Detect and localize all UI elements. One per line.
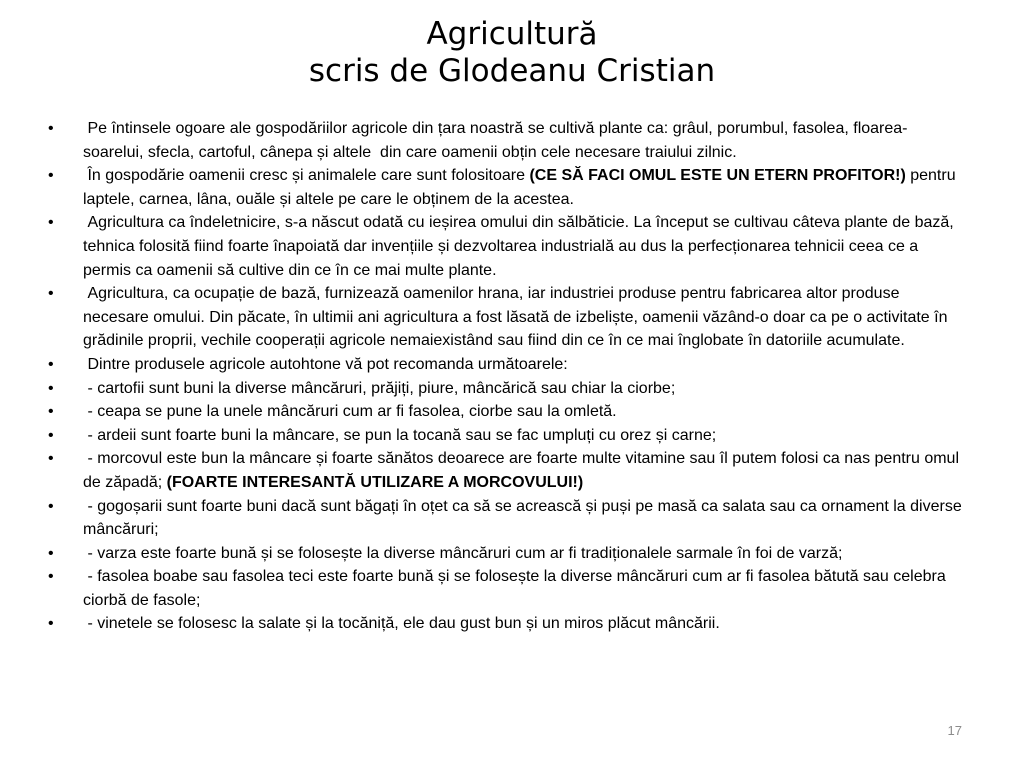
bullet-text	[83, 498, 966, 539]
bullet-glyph: •	[48, 285, 54, 303]
bullet-text	[83, 285, 952, 349]
bullet-text	[83, 356, 568, 373]
bullet-text	[83, 120, 908, 161]
bullet-text-run: - vinetele se folosesc la salate și la tocăniță, ele dau gust bun și un miros plăcut mâncării.	[83, 615, 720, 633]
bullet-item	[36, 353, 966, 377]
bullet-text-run: - cartofii sunt buni la diverse mâncăruri, prăjiți, piure, mâncărică sau chiar la ciorbe;	[83, 379, 676, 397]
bullet-emphasis: (FOARTE INTERESANTĂ UTILIZARE A MORCOVULUI!)	[166, 473, 584, 491]
bullet-text-run: Agricultura ca îndeletnicire, s-a născut odată cu ieșirea omului din sălbăticie. La început se cultivau câteva plante de bază, tehnica folosită fiind foarte înapoiată dar invențiile și dezvoltarea industrială au dus la perfecționarea tehnicii ceea ce a permis ca oamenii să cultive din ce în ce mai multe plante.	[83, 214, 959, 279]
bullet-glyph: •	[48, 615, 54, 633]
bullet-item	[36, 164, 966, 211]
bullet-glyph: •	[48, 497, 54, 515]
bullet-item	[36, 565, 966, 612]
bullet-text-run: Pe întinsele ogoare ale gospodăriilor agricole din țara noastră se cultivă plante ca: grâul, porumbul, fasolea, floarea-soarelui, sfecla, cartoful, cânepa și altele din care oamenii obțin cele necesare traiului zilnic.	[83, 120, 908, 161]
bullet-glyph: •	[48, 403, 54, 421]
bullet-item	[36, 542, 966, 566]
bullet-text-run: - gogoșarii sunt foarte buni dacă sunt băgați în oțet ca să se acrească și puși pe masă ca salata sau ca ornament la diverse mâncăruri;	[83, 497, 967, 539]
bullet-item	[36, 495, 966, 542]
bullet-text	[83, 450, 963, 491]
bullet-glyph: •	[48, 355, 54, 373]
bullet-glyph: •	[48, 167, 54, 185]
bullet-glyph: •	[48, 379, 54, 397]
bullet-glyph: •	[48, 568, 54, 586]
title-line-2: scris de Glodeanu Cristian	[308, 53, 716, 89]
bullet-item	[36, 447, 966, 494]
bullet-glyph: •	[48, 450, 54, 468]
bullet-text-run: pentru laptele, carnea, lâna, ouăle și altele pe care le obținem de la acestea.	[83, 167, 961, 208]
bullet-text-run: - fasolea boabe sau fasolea teci este foarte bună și se folosește la diverse mâncăruri cum ar fi fasolea bătută sau celebra ciorbă de fasole;	[83, 568, 951, 609]
bullet-text-run: Agricultura, ca ocupație de bază, furnizează oamenilor hrana, iar industriei produse pentru fabricarea altor produse necesare omului. Din păcate, în ultimii ani agricultura a fost lăsată de izbeliște, oamenii văzând-o doar ca pe o activitate în grădinile proprii, vechile cooperații agricole nemaiexistând sau fiind din ce în ce mai înglobate în datoriile acumulate.	[83, 285, 952, 350]
bullet-glyph: •	[48, 544, 54, 562]
bullet-item	[36, 211, 966, 282]
bullet-list	[36, 117, 966, 636]
bullet-item	[36, 117, 966, 164]
bullet-glyph: •	[48, 426, 54, 444]
bullet-text-run: - varza este foarte bună și se folosește la diverse mâncăruri cum ar fi tradiționalele sarmale în foi de varză;	[83, 544, 843, 562]
bullet-item	[36, 377, 966, 401]
bullet-item	[36, 424, 966, 448]
bullet-item	[36, 612, 966, 636]
title-line-1: Agricultură	[426, 16, 598, 52]
bullet-glyph: •	[48, 120, 54, 137]
bullet-text-run: - ardeii sunt foarte buni la mâncare, se pun la tocană sau se fac umpluți cu orez și carne;	[83, 426, 717, 444]
bullet-text	[83, 427, 716, 444]
bullet-item	[36, 282, 966, 353]
slide-title	[0, 16, 1024, 90]
bullet-text	[83, 615, 720, 632]
bullet-text-run: - morcovul este bun la mâncare și foarte sănătos deoarece are foarte multe vitamine sau îl putem folosi ca nas pentru omul de zăpadă;	[83, 450, 964, 491]
bullet-emphasis: (CE SĂ FACI OMUL ESTE UN ETERN PROFITOR!)	[529, 167, 906, 185]
bullet-text-run: Dintre produsele agricole autohtone vă pot recomanda următoarele:	[83, 355, 568, 373]
bullet-glyph: •	[48, 214, 54, 232]
bullet-text-run: În gospodărie oamenii cresc și animalele care sunt folositoare	[83, 167, 530, 185]
bullet-text	[83, 214, 958, 278]
bullet-text	[83, 403, 617, 420]
bullet-text	[83, 568, 950, 609]
bullet-text	[83, 545, 842, 562]
bullet-text-run: - ceapa se pune la unele mâncăruri cum ar fi fasolea, ciorbe sau la omletă.	[83, 403, 617, 421]
bullet-text	[83, 380, 675, 397]
page-number: 17	[947, 723, 962, 738]
bullet-item	[36, 400, 966, 424]
bullet-text	[83, 167, 960, 208]
